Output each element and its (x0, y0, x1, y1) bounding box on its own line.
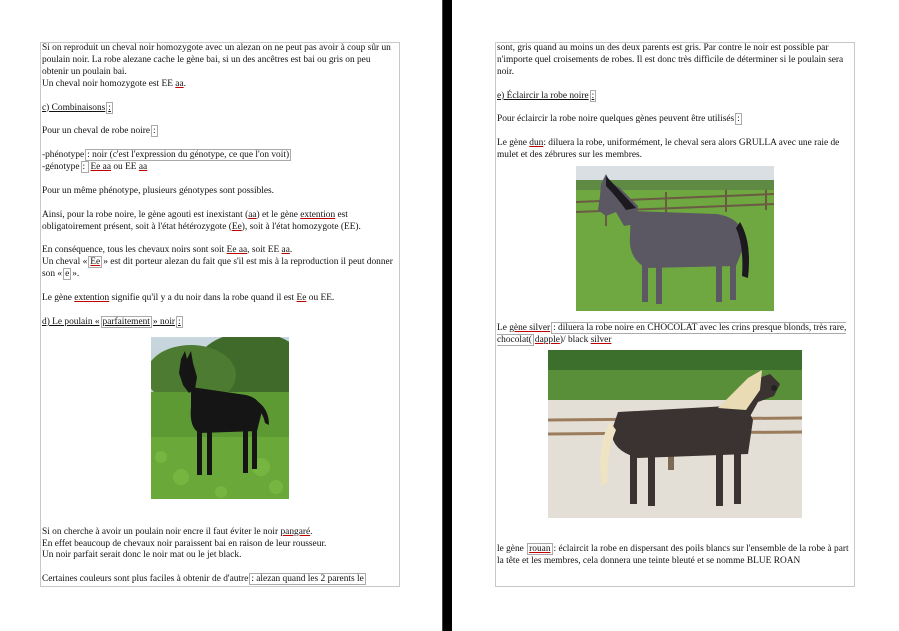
paragraph: Le gène dun: diluera la robe, uniformément, le cheval sera alors GRULLA avec une raie de mulet et des zébrures sur les membres. (497, 138, 840, 161)
silver-horse-photo (548, 350, 802, 518)
paragraph: Un cheval « Ee » est dit porteur alezan du fait que s'il est mis à la reproduction il peut donner son « e ». (42, 257, 393, 280)
paragraph: Un noir parfait serait donc le noir mat ou le jet black. (42, 550, 242, 561)
paragraph: Le gène silver : diluera la robe noire en CHOCOLAT avec les crins presque blonds, très rare, chocolat( dapple)/ black silver (497, 323, 847, 345)
paragraph: Pour éclaircir la robe noire quelques gènes peuvent être utilisés : (497, 114, 740, 125)
paragraph: En conséquence, tous les chevaux noirs sont soit Ee aa, soit EE aa. (42, 245, 293, 256)
paragraph: Si on reproduit un cheval noir homozygote avec un alezan on ne peut pas avoir à coup sûr un poulain noir. La robe alezane cache le gène bai, si un des ancêtres est bai ou gris on peu obtenir un poulain bai. (42, 43, 391, 77)
paragraph: Si on cherche à avoir un poulain noir encre il faut éviter le noir pangaré. (42, 526, 313, 537)
paragraph: Pour un cheval de robe noire : (42, 126, 156, 137)
paragraph: sont, gris quand au moins un des deux parents est gris. Par contre le noir est possible par n'importe quel croisements de robes. Il est donc très difficile de déterminer si le poulain sera noir. (497, 43, 844, 77)
section-heading-eclaircir: e) Éclaircir la robe noire : (497, 90, 595, 101)
paragraph: -phénotype : noir (c'est l'expression du génotype, ce que l'on voit) (42, 150, 290, 161)
grulla-horse-photo (576, 166, 774, 311)
paragraph: Le gène extention signifie qu'il y a du noir dans la robe quand il est Ee ou EE. (42, 292, 335, 303)
section-heading-poulain: d) Le poulain « parfaitement » noir : (42, 316, 181, 327)
black-foal-photo (151, 337, 289, 499)
page-gap (443, 0, 452, 631)
section-heading-combinaisons: c) Combinaisons : (42, 102, 111, 113)
paragraph: Un cheval noir homozygote est EE aa. (42, 78, 186, 89)
paragraph: En effet beaucoup de chevaux noir paraissent bai en raison de leur rousseur. (42, 538, 327, 549)
text-frame-left[interactable] (40, 42, 400, 587)
paragraph: le gène rouan : éclaircit la robe en dispersant des poils blancs sur l'ensemble de la robe à part la tête et les membres, cela donnera une teinte bleuté et se nomme BLUE ROAN (497, 543, 849, 566)
paragraph: Pour un même phénotype, plusieurs génotypes sont possibles. (42, 185, 275, 196)
text-frame-right[interactable] (495, 42, 855, 587)
paragraph: Certaines couleurs sont plus faciles à obtenir de d'autre : alezan quand les 2 parents le (42, 574, 364, 585)
paragraph: -génotype : Ee aa ou EE aa (42, 162, 148, 173)
paragraph: Ainsi, pour la robe noire, le gène agouti est inexistant (aa) et le gène extention est obligatoirement présent, soit à l'état hétérozygote (Ee), soit à l'état homozygote (EE). (42, 209, 361, 232)
